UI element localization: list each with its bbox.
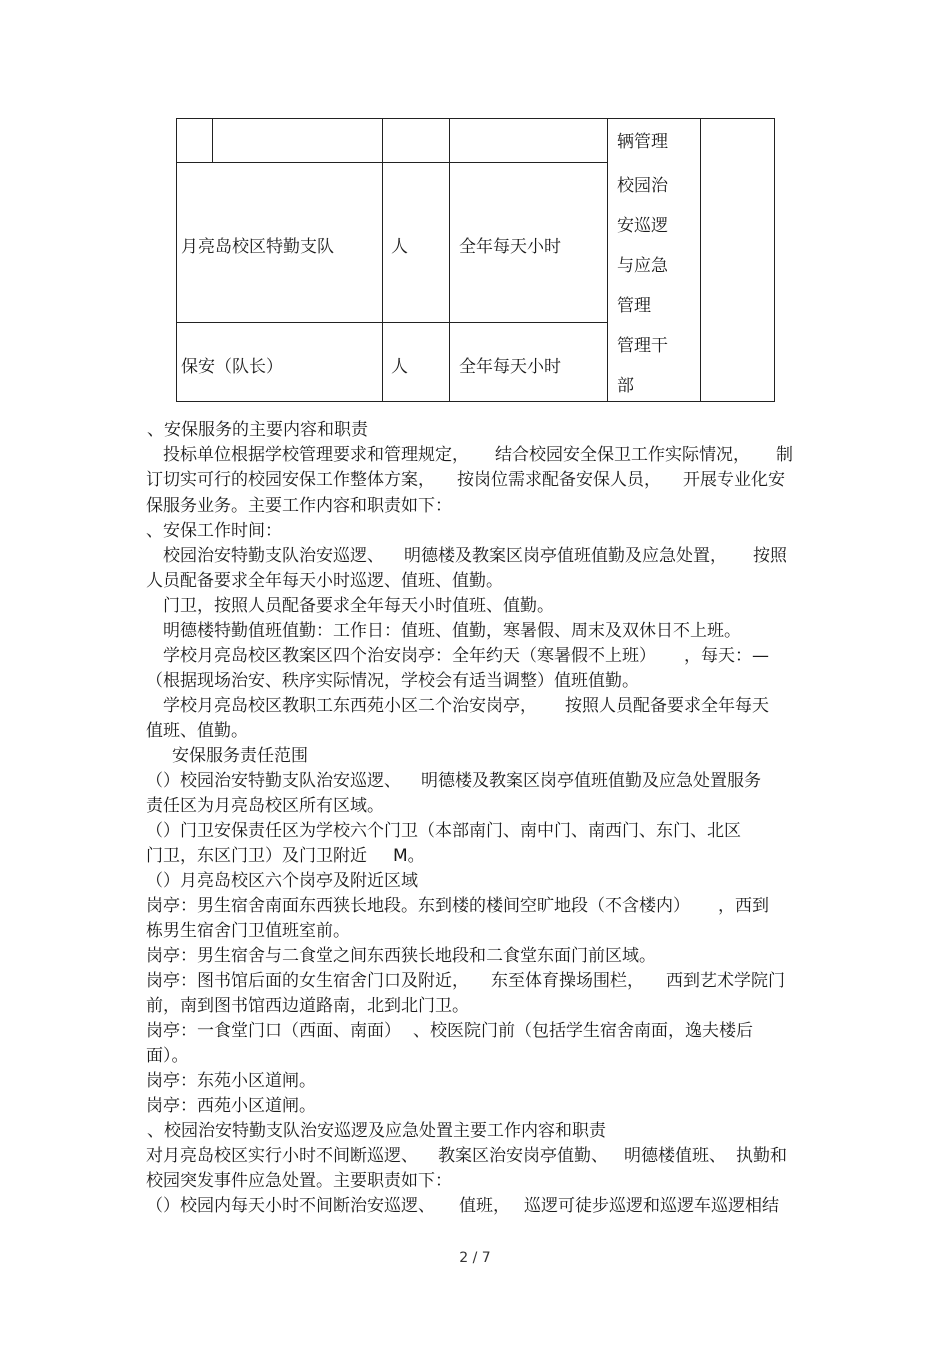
table-border-left	[176, 118, 177, 402]
paragraph-line	[163, 544, 787, 568]
paragraph-line	[146, 1194, 779, 1218]
text-span: 、校医院门前（包括学生宿舍南面，逸夫楼后	[413, 1021, 753, 1041]
text-span: 明德楼及教案区岗亭值班值勤及应急处置，	[404, 546, 727, 566]
paragraph-line	[163, 694, 769, 718]
paragraph-line: 责任区为月亮岛校区所有区域。	[146, 796, 384, 816]
table-row-divider	[176, 322, 607, 323]
text-span: M。	[393, 846, 425, 866]
paragraph-line	[146, 844, 425, 868]
paragraph-line: 面）。	[146, 1046, 189, 1066]
paragraph-line: （）门卫安保责任区为学校六个门卫（本部南门、南中门、南西门、东门、北区	[146, 821, 741, 841]
text-span: 西到艺术学院门	[666, 971, 785, 991]
text-span: 学校月亮岛校区教职工东西苑小区二个治安岗亭，	[163, 696, 537, 716]
paragraph-line: 值班、值勤。	[146, 721, 248, 741]
paragraph-line: 岗亭：西苑小区道闸。	[146, 1096, 316, 1116]
table-divider	[700, 118, 701, 402]
paragraph-line: 明德楼特勤值班值勤：工作日：值班、值勤，寒暑假、周末及双休日不上班。	[163, 621, 741, 641]
text-span: 岗亭：图书馆后面的女生宿舍门口及附近，	[146, 971, 469, 991]
text-span: 学校月亮岛校区教案区四个治安岗亭：全年约天（寒暑假不上班）	[163, 646, 656, 666]
paragraph-line	[163, 644, 769, 668]
table-border-top	[176, 118, 775, 119]
text-span: 教案区治安岗亭值勤、	[438, 1146, 608, 1166]
table-cell: 全年每天小时	[459, 357, 561, 377]
text-span: 按照	[753, 546, 787, 566]
text-span: 巡逻可徒步巡逻和巡逻车巡逻相结	[524, 1196, 779, 1216]
paragraph-line: 校园突发事件应急处置。主要职责如下：	[146, 1171, 452, 1191]
text-span: 按照人员配备要求全年每天	[565, 696, 769, 716]
table-divider	[607, 118, 608, 402]
paragraph-line: 前，南到图书馆西边道路南，北到北门卫。	[146, 996, 469, 1016]
text-span: 岗亭：一食堂门口（西面、南面）	[146, 1021, 401, 1041]
paragraph-line: 岗亭：东苑小区道闸。	[146, 1071, 316, 1091]
paragraph-line	[146, 1144, 787, 1168]
table-cell: 人	[391, 237, 408, 257]
text-span: （）校园治安特勤支队治安巡逻、	[146, 771, 401, 791]
table-cell: 月亮岛校区特勤支队	[181, 237, 334, 257]
text-span: 校园治安特勤支队治安巡逻、	[163, 546, 384, 566]
section-heading: 、安保服务的主要内容和职责	[147, 420, 368, 440]
text-span: 开展专业化安	[683, 470, 785, 490]
paragraph-line	[146, 1019, 753, 1043]
staffing-table	[0, 0, 950, 410]
paragraph-line	[163, 443, 793, 467]
text-span: 投标单位根据学校管理要求和管理规定，	[163, 445, 469, 465]
text-span: 岗亭：男生宿舍南面东西狭长地段。东到楼的楼间空旷地段（不含楼内）	[146, 896, 690, 916]
paragraph-line: 门卫，按照人员配备要求全年每天小时值班、值勤。	[163, 596, 554, 616]
paragraph-line	[146, 769, 761, 793]
table-divider	[212, 118, 213, 163]
table-cell: 保安（队长）	[181, 357, 283, 377]
paragraph-line	[146, 894, 769, 918]
paragraph-line: 人员配备要求全年每天小时巡逻、值班、值勤。	[146, 571, 503, 591]
text-span: 值班，	[459, 1196, 510, 1216]
table-cell: 校园治	[617, 176, 668, 196]
section-heading: 、安保工作时间：	[146, 521, 282, 541]
text-span: 制	[776, 445, 793, 465]
section-heading: 安保服务责任范围	[172, 746, 308, 766]
text-span: 明德楼及教案区岗亭值班值勤及应急处置服务	[421, 771, 761, 791]
table-cell: 安巡逻	[617, 216, 668, 236]
table-divider	[449, 118, 450, 402]
text-span: 按岗位需求配备安保人员，	[457, 470, 661, 490]
text-span: （）校园内每天小时不间断治安巡逻、	[146, 1196, 435, 1216]
table-cell: 全年每天小时	[459, 237, 561, 257]
text-span: 对月亮岛校区实行小时不间断巡逻、	[146, 1146, 418, 1166]
paragraph-line: 保服务业务。主要工作内容和职责如下：	[146, 496, 452, 516]
text-span: 结合校园安全保卫工作实际情况，	[495, 445, 750, 465]
table-border-right	[774, 118, 775, 402]
text-span: 东至体育操场围栏，	[491, 971, 644, 991]
text-span: 执勤和	[736, 1146, 787, 1166]
text-span: 订切实可行的校园安保工作整体方案，	[146, 470, 435, 490]
table-cell: 人	[391, 357, 408, 377]
text-span: 明德楼值班、	[624, 1146, 726, 1166]
paragraph-line: 岗亭：男生宿舍与二食堂之间东西狭长地段和二食堂东面门前区域。	[146, 946, 656, 966]
table-cell: 管理	[617, 296, 651, 316]
text-span: ，每天：—	[684, 646, 769, 666]
paragraph-line: （根据现场治安、秩序实际情况，学校会有适当调整）值班值勤。	[146, 671, 639, 691]
paragraph-line	[146, 468, 785, 492]
table-cell: 与应急	[617, 256, 668, 276]
section-heading: 、校园治安特勤支队治安巡逻及应急处置主要工作内容和职责	[147, 1121, 606, 1141]
table-cell: 辆管理	[617, 132, 668, 152]
table-cell: 部	[617, 376, 634, 396]
table-cell: 管理干	[617, 336, 668, 356]
text-span: 门卫，东区门卫）及门卫附近	[146, 846, 367, 866]
table-divider	[382, 118, 383, 402]
paragraph-line: 栋男生宿舍门卫值班室前。	[146, 921, 350, 941]
table-row-divider	[176, 162, 607, 163]
table-border-bottom	[176, 401, 775, 402]
paragraph-line	[146, 969, 785, 993]
paragraph-line: （）月亮岛校区六个岗亭及附近区域	[146, 871, 418, 891]
text-span: ，西到	[718, 896, 769, 916]
page-number: 2 / 7	[459, 1250, 491, 1266]
